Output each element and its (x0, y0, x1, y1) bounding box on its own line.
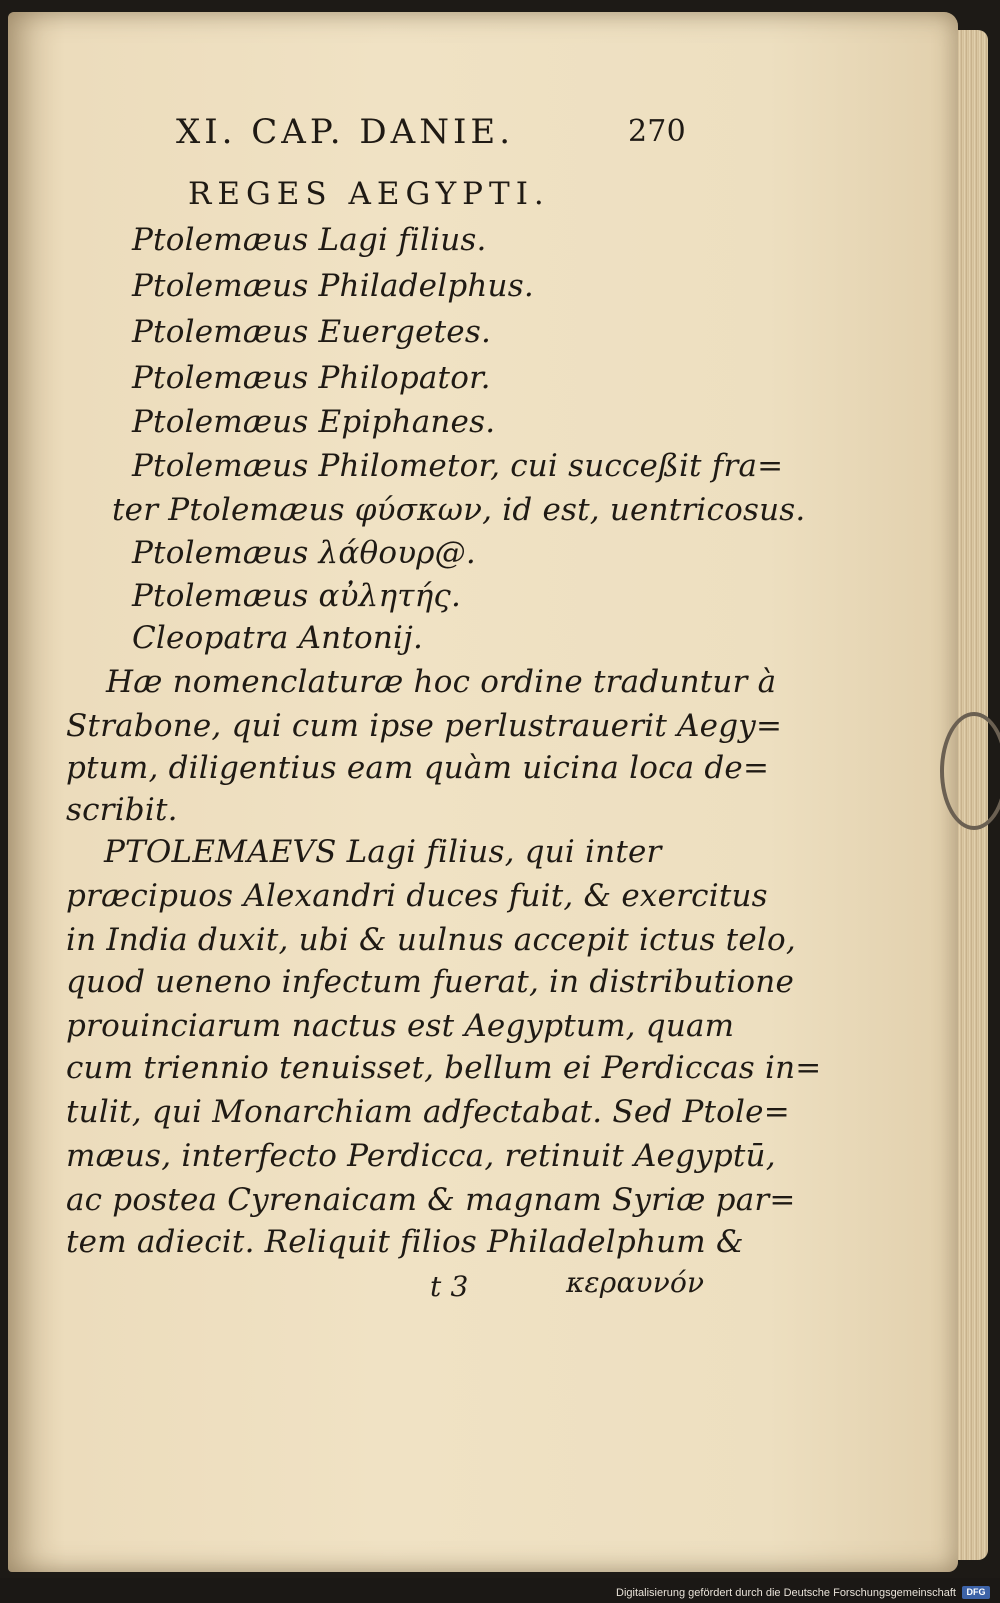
paragraph-line: PTOLEMAEVS Lagi filius, qui inter (104, 834, 662, 870)
paragraph-line: scribit. (66, 792, 178, 828)
page-number: 270 (628, 114, 686, 149)
king-line: Cleopatra Antonij. (132, 620, 424, 656)
king-line: Ptolemæus Euergetes. (132, 314, 492, 350)
king-line: Ptolemæus Philopator. (132, 360, 491, 396)
paragraph-line: quod ueneno infectum fuerat, in distributione (66, 964, 795, 1000)
paragraph-line: Hæ nomenclaturæ hoc ordine traduntur à (106, 664, 777, 700)
paragraph-line: tulit, qui Monarchiam adfectabat. Sed Ptole= (66, 1094, 790, 1130)
section-title: REGES AEGYPTI. (188, 176, 550, 212)
king-line: Ptolemæus Philadelphus. (132, 268, 534, 304)
king-line: Ptolemæus Lagi filius. (132, 222, 487, 258)
king-line: Ptolemæus λάθουρ@. (132, 535, 476, 571)
paragraph-line: prouinciarum nactus est Aegyptum, quam (66, 1008, 735, 1044)
signature-mark: t 3 (430, 1270, 469, 1303)
king-line: Ptolemæus Philometor, cui succeßit fra= (132, 448, 784, 484)
running-title: XI. CAP. DANIE. (176, 112, 515, 152)
paragraph-line: præcipuos Alexandri duces fuit, & exercitus (66, 878, 768, 914)
footer-credit: Digitalisierung gefördert durch die Deutsche Forschungsgemeinschaft (616, 1587, 956, 1599)
paragraph-line: cum triennio tenuisset, bellum ei Perdiccas in= (66, 1050, 822, 1086)
dfg-logo: DFG (962, 1586, 990, 1599)
paragraph-line: ptum, diligentius eam quàm uicina loca de= (66, 750, 770, 786)
paragraph-line: mæus, interfecto Perdicca, retinuit Aegyptū, (66, 1138, 776, 1174)
paragraph-line: tem adiecit. Reliquit filios Philadelphum & (66, 1224, 744, 1260)
catchword: κεραυνόν (566, 1266, 705, 1299)
paragraph-line: in India duxit, ubi & uulnus accepit ictus telo, (66, 922, 796, 958)
king-line: Ptolemæus αὐλητής. (132, 578, 462, 614)
king-line: Ptolemæus Epiphanes. (132, 404, 496, 440)
king-line: ter Ptolemæus φύσκων, id est, uentricosus. (112, 492, 806, 528)
paragraph-line: ac postea Cyrenaicam & magnam Syriæ par= (66, 1182, 796, 1218)
paragraph-line: Strabone, qui cum ipse perlustrauerit Aegy= (66, 708, 783, 744)
